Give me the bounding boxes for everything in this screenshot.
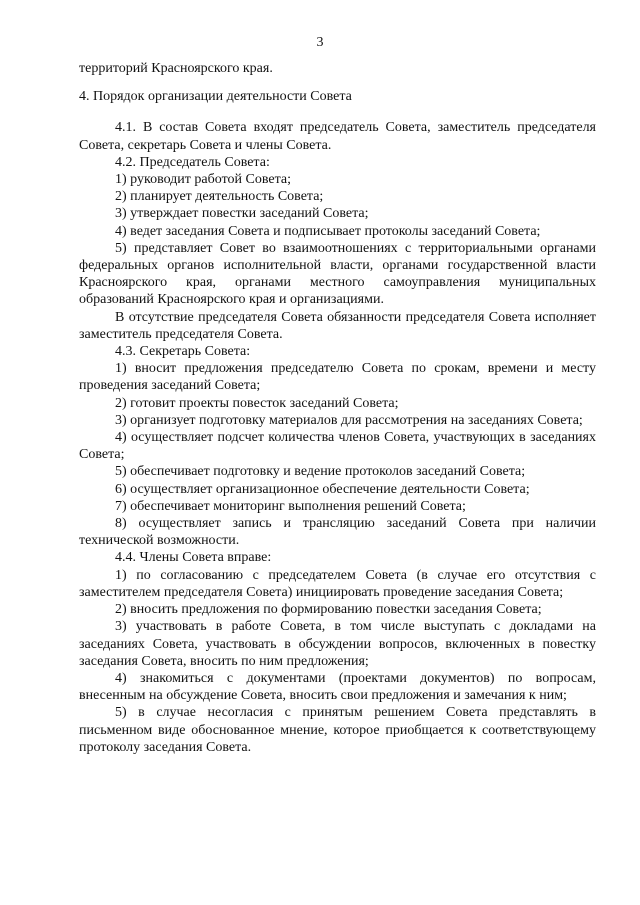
list-item: 5) в случае несогласия с принятым решением Совета представлять в письменном виде обоснованное мнение, которое приобщается к соответствующему протоколу заседания Совета. [79,705,596,755]
list-item: 1) по согласованию с председателем Совета (в случае его отсутствия с заместителем председателя Совета) инициировать проведение заседания Совета; [79,567,596,600]
paragraph-4-2-heading: 4.2. Председатель Совета: [115,154,270,170]
list-item: 4) осуществляет подсчет количества членов Совета, участвующих в заседаниях Совета; [79,430,596,463]
list-item: 3) организует подготовку материалов для рассмотрения на заседаниях Совета; [115,412,583,428]
paragraph-4-1: 4.1. В состав Совета входят председатель Совета, заместитель председателя Совета, секретарь Совета и члены Совета. [79,120,596,153]
list-item: 1) вносит предложения председателю Совета по срокам, времени и месту проведения заседаний Совета; [79,361,596,394]
section-title: 4. Порядок организации деятельности Совета [79,89,352,105]
paragraph-4-3-heading: 4.3. Секретарь Совета: [115,344,251,360]
list-item: 2) вносить предложения по формированию повестки заседания Совета; [115,602,542,618]
list-item: 7) обеспечивает мониторинг выполнения решений Совета; [115,498,466,514]
list-item: 4) знакомиться с документами (проектами документов) по вопросам, внесенным на обсуждение Совета, вносить свои предложения и замечания к ним; [79,670,596,704]
list-item: 6) осуществляет организационное обеспечение деятельности Совета; [115,481,530,497]
paragraph-4-4-heading: 4.4. Члены Совета вправе: [115,550,272,566]
list-item: 1) руководит работой Совета; [115,172,291,188]
list-item: 3) участвовать в работе Совета, в том числе выступать с докладами на заседаниях Совета, участвовать в обсуждении вопросов, включенных в повестку заседания Совета, вносить по ним предложения; [79,619,596,669]
list-item: 2) планирует деятельность Совета; [115,189,324,205]
list-item: 4) ведет заседания Совета и подписывает протоколы заседаний Совета; [115,223,541,239]
list-item: 8) осуществляет запись и трансляцию заседаний Совета при наличии технической возможности. [79,516,596,549]
paragraph-chair-absence: В отсутствие председателя Совета обязанности председателя Совета исполняет заместитель председателя Совета. [79,309,596,342]
list-item: 2) готовит проекты повесток заседаний Совета; [115,395,399,411]
list-item: 5) обеспечивает подготовку и ведение протоколов заседаний Совета; [115,464,526,480]
intro-continuation: территорий Красноярского края. [79,61,273,76]
page-number: 3 [316,35,324,50]
document-body [79,60,596,756]
list-item: 3) утверждает повестки заседаний Совета; [115,206,369,222]
list-item: 5) представляет Совет во взаимоотношениях с территориальными органами федеральных органов исполнительной власти, органами государственной власти Красноярского края, органами местного самоуправления муниципальных образований Красноярского края и организациями. [79,240,596,308]
